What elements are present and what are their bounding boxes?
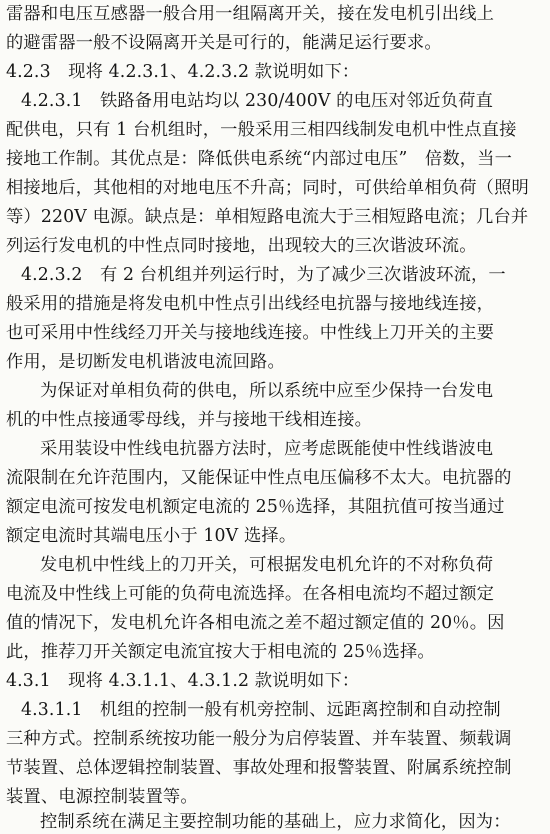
text-line-19: 额定电流时其端电压小于 10V 选择。 (6, 526, 297, 546)
text-line-22: 值的情况下，发电机允许各相电流之差不超过额定值的 20％。因 (6, 613, 505, 633)
section-heading-4-3-1: 4.3.1 现将 4.3.1.1、4.3.1.2 款说明如下： (6, 671, 360, 691)
section-heading-4-2-3: 4.2.3 现将 4.2.3.1、4.2.3.2 款说明如下： (6, 62, 360, 82)
text-line-28: 装置、电源控制装置等。 (6, 787, 198, 807)
text-line-9: 列运行发电机的中性点同时接地，出现较大的三次谐波环流。 (6, 236, 477, 256)
text-line-5: 配供电，只有 1 台机组时，一般采用三相四线制发电机中性点直接 (6, 120, 517, 140)
text-line-13: 作用，是切断发电机谐波电流回路。 (6, 352, 285, 372)
text-line-15: 机的中性点接通零母线，并与接地干线相连接。 (6, 410, 373, 430)
text-line-1: 雷器和电压互感器一般合用一组隔离开关，接在发电机引出线上 (6, 4, 495, 24)
text-line-8: 等）220V 电源。缺点是：单相短路电流大于三相短路电流；几台并 (6, 207, 529, 227)
paragraph-start-29: 控制系统在满足主要控制功能的基础上，应力求简化，因为： (40, 812, 511, 832)
text-line-27: 节装置、总体逻辑控制装置、事故处理和报警装置、附属系统控制 (6, 758, 512, 778)
text-line-2: 的避雷器一般不设隔离开关是可行的，能满足运行要求。 (6, 33, 442, 53)
clause-heading-4-2-3-2: 4.2.3.2 有 2 台机组并列运行时，为了减少三次谐波环流，一 (21, 265, 506, 285)
text-line-11: 般采用的措施是将发电机中性点引出线经电抗器与接地线连接， (6, 294, 495, 314)
text-line-6: 接地工作制。其优点是：降低供电系统“内部过电压” 倍数，当一 (6, 149, 513, 169)
paragraph-start-14: 为保证对单相负荷的供电，所以系统中应至少保持一台发电 (40, 381, 494, 401)
clause-heading-4-3-1-1: 4.3.1.1 机组的控制一般有机旁控制、远距离控制和自动控制 (21, 700, 501, 720)
text-line-17: 流限制在允许范围内，又能保证中性点电压偏移不太大。电抗器的 (6, 468, 512, 488)
text-line-26: 三种方式。控制系统按功能一般分为启停装置、并车装置、频载调 (6, 729, 512, 749)
text-line-12: 也可采用中性线经刀开关与接地线连接。中性线上刀开关的主要 (6, 323, 495, 343)
text-line-23: 此，推荐刀开关额定电流宜按大于相电流的 25％选择。 (6, 642, 435, 662)
clause-heading-4-2-3-1: 4.2.3.1 铁路备用电站均以 230/400V 的电压对邻近负荷直 (21, 91, 494, 111)
text-line-21: 电流及中性线上可能的负荷电流选择。在各相电流均不超过额定 (6, 584, 495, 604)
text-line-18: 额定电流可按发电机额定电流的 25％选择，其阻抗值可按当通过 (6, 497, 505, 517)
paragraph-start-20: 发电机中性线上的刀开关，可根据发电机允许的不对称负荷 (40, 555, 494, 575)
paragraph-start-16: 采用装设中性线电抗器方法时，应考虑既能使中性线谐波电 (40, 439, 494, 459)
text-line-7: 相接地后，其他相的对地电压不升高；同时，可供给单相负荷（照明 (6, 178, 529, 198)
